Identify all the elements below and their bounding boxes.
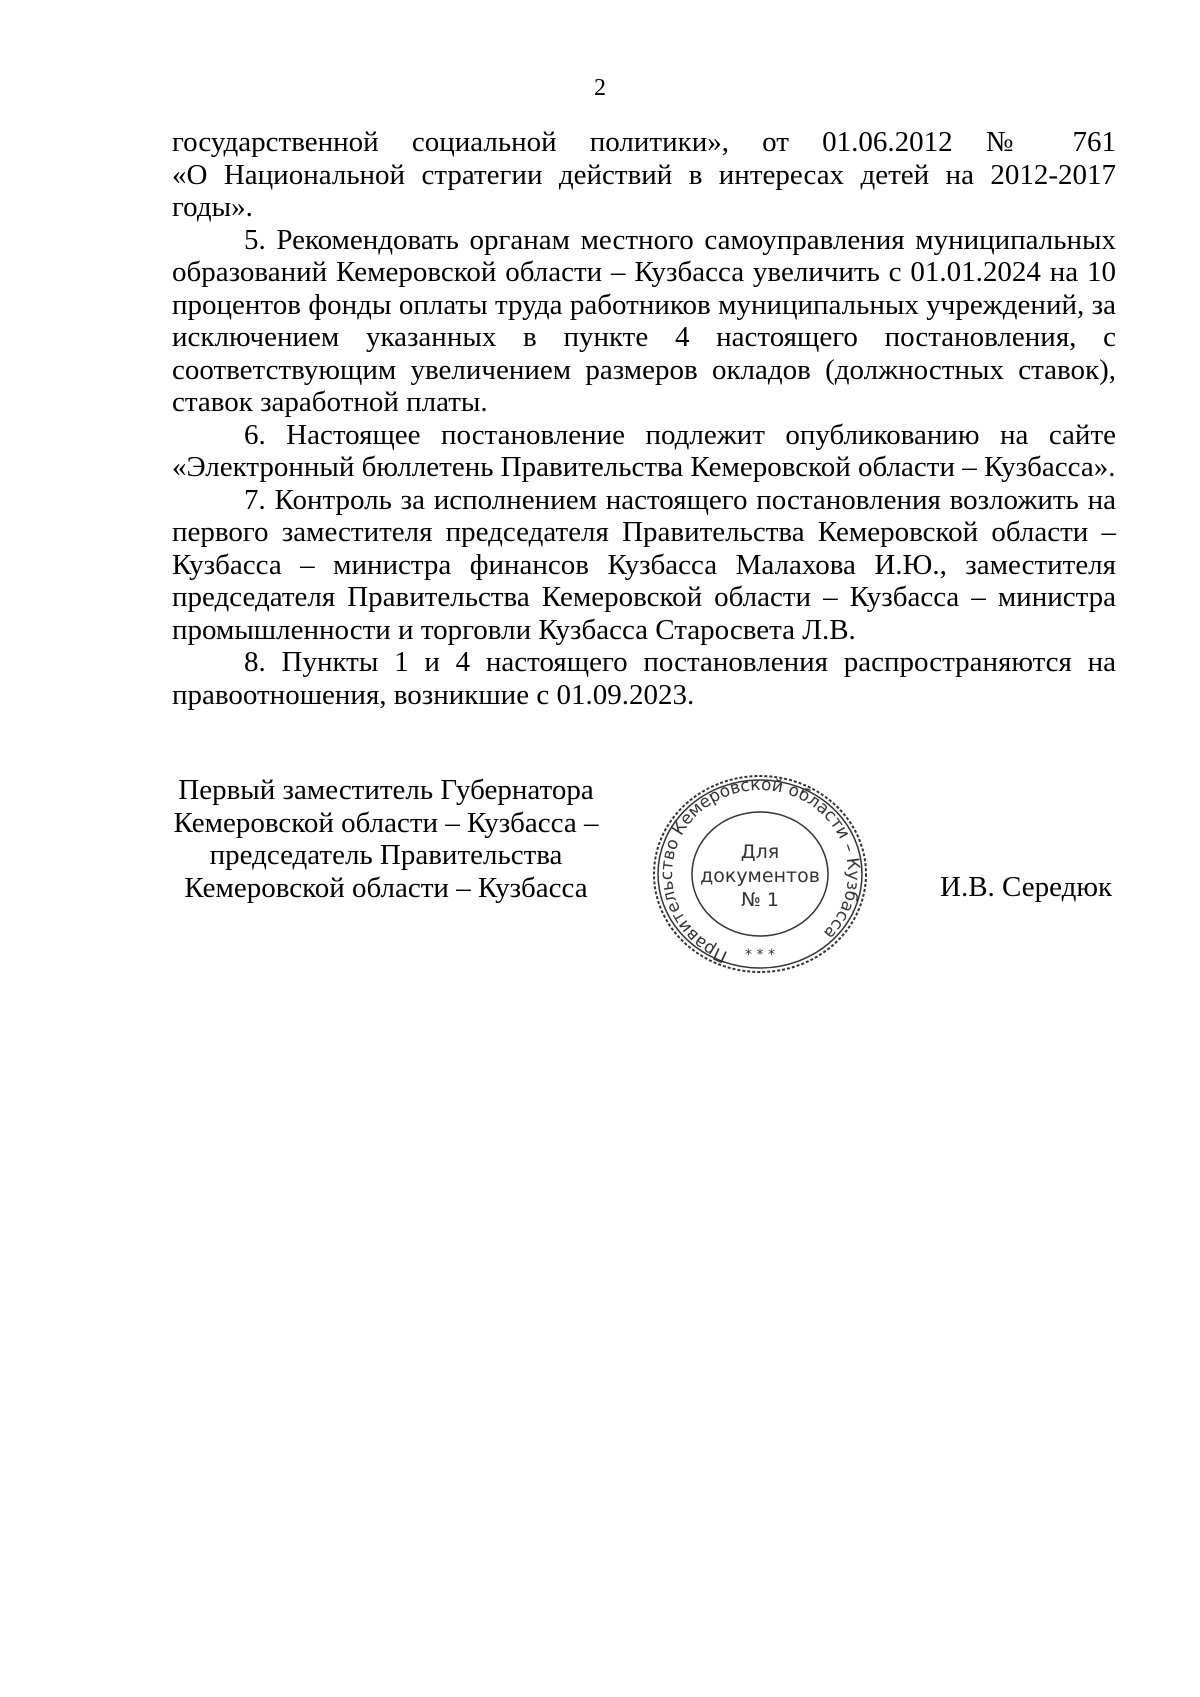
stamp-center-line: Для [740,841,780,863]
stamp-ring-text: Правительство Кемеровской области – Кузбасса [656,774,864,967]
paragraph-item-8: 8. Пункты 1 и 4 настоящего постановления распространяются на правоотношения, возникшие с 01.09.2023. [172,646,1116,711]
paragraph-continuation-end: «О Национальной стратегии действий в интересах детей на 2012-2017 годы». [172,158,1116,223]
signatory-name: И.В. Середюк [940,871,1113,903]
signatory-position [165,774,607,904]
page-number: 2 [594,75,606,101]
signatory-position-line: Первый заместитель Губернатора [178,774,594,806]
signatory-position-line: Кемеровской области – Кузбасса – [173,806,599,839]
paragraph-item-5: 5. Рекомендовать органам местного самоуправления муниципальных образований Кемеровской области – Кузбасса увеличить с 01.01.2024 на 10 процентов фонды оплаты труда работников муниципальных учреждений, за исключением указанных в пункте 4 настоящего постановления, с соответствующим увеличением размеров окладов (должностных ставок), ставок заработной платы. [172,223,1116,418]
stamp-center-line: документов [700,865,820,887]
body-text [172,126,1116,711]
paragraph-continuation-line: государственной социальной политики», от 01.06.2012 № 761 [172,126,1116,158]
signatory-position-line: председатель Правительства [209,839,563,871]
stamp-seal-graphic [640,758,880,978]
stamp-center-line: № 1 [741,889,779,911]
paragraph-item-7: 7. Контроль за исполнением настоящего постановления возложить на первого заместителя председателя Правительства Кемеровской области – Кузбасса – министра финансов Кузбасса Малахова И.Ю., заместителя председателя Правительства Кемеровской области – Кузбасса – министра промышленности и торговли Кузбасса Старосвета Л.В. [172,483,1116,646]
stamp-stars: * * * [745,947,775,963]
signatory-position-line: Кемеровской области – Кузбасса [184,871,588,904]
paragraph-item-6: 6. Настоящее постановление подлежит опубликованию на сайте «Электронный бюллетень Правительства Кемеровской области – Кузбасса». [172,418,1116,483]
official-stamp [640,758,880,978]
